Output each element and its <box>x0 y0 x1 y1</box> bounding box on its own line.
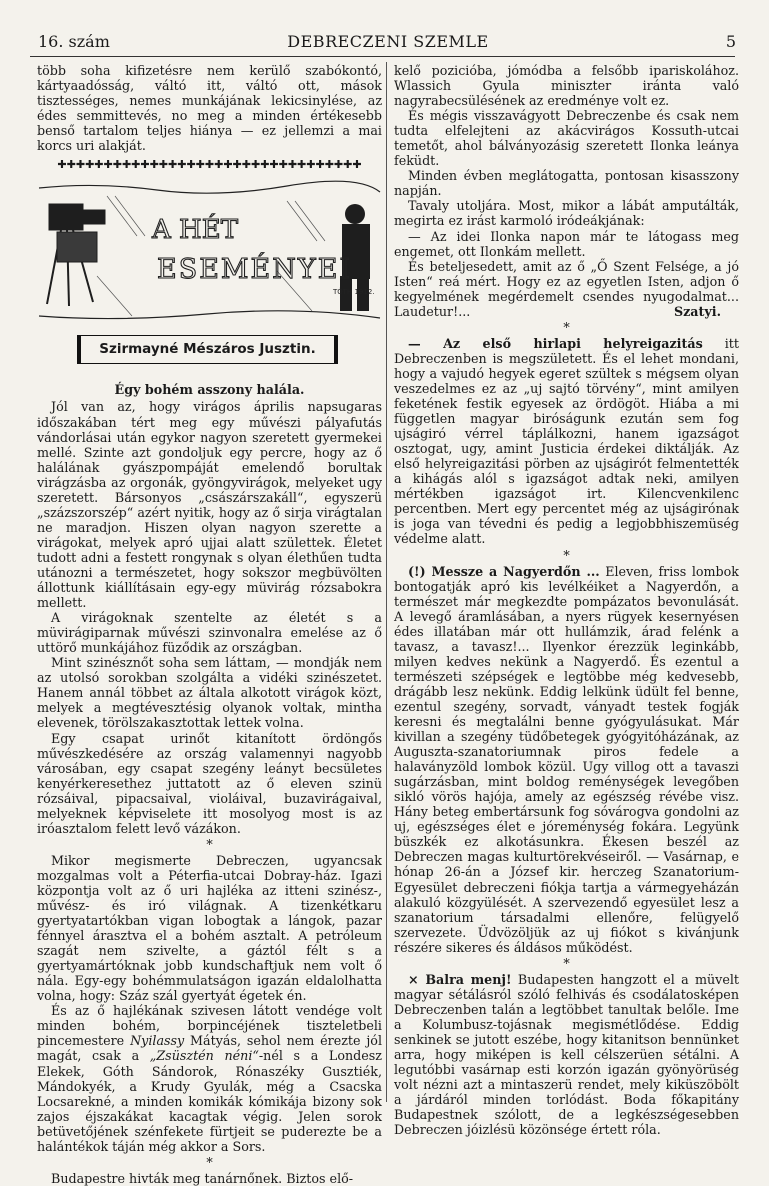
header-rule <box>30 56 735 57</box>
paragraph: × Balra menj! Budapesten hangzott el a müvelt magyar sétálásról szóló felhivás és csodálatosképen Debreczenben talán a legtöbbet tanultak belőle. Ime a Kolumbusz-tojásnak megismétlődése. Eddig senkinek se jutott eszébe, hogy kitanitson bennünket arra, hogy miképen is kell célszerüen sétálni. A legutóbbi vasárnap esti korzón igazán gyönyörüség volt nézni azt a mintaszerü rendet, mely kiküszöbölt a járdáról minden torlódást. Boda főkapitány Budapestnek szólott, de a legkészségesebben Debreczen jóizlésü közönsége értett róla. <box>394 971 739 1138</box>
paragraph: — Az idei Ilonka napon már te látogass meg engemet, ott Ilonkám mellett. <box>394 228 739 259</box>
paragraph: Tavaly utoljára. Most, mikor a lábát amputálták, megirta ez irást karmoló iródeákjának: <box>394 198 739 229</box>
paragraph: És beteljesedett, amit az ő „Ő Szent Felsége, a jó Isten“ reá mért. Hogy ez az egyetlen Isten, adjon ő kegyelmének megérdemelt csendes nyugodalmat... Laudetur!... Szatyi. <box>394 258 739 319</box>
paragraph: — Az első hirlapi helyreigazitás itt Debreczenben is megszületett. És el lehet mondani, hogy a vajudó hegyek egeret szültek s mégsem olyan veszedelmes ez az „uj sajtó törvény“, mint amilyen feketének festik egyesek az ördögöt. Hiába a mi független magyar biróságunk ezután sem fog ujságiró vérrel táplálkozni, hanem igazságot osztogat, ugy, amint Justicia érdekei diktálják. Az első helyreigazitási pörben az ujságirót felmentették a kihágás alól s igazságot adtak neki, amilyen mértékben igazságot irt. Kilencvenkilenc percentben. Mert egy percentet még az ujságirónak is joga van tévedni és pedig a legjobbhiszemüség védelme alatt. <box>394 335 739 547</box>
banner-title-line1: A HÉT <box>152 215 239 246</box>
article-subheading: Égy bohém asszony halála. <box>114 382 305 398</box>
right-column <box>394 63 739 1137</box>
column-divider <box>386 62 387 1102</box>
obituary-name-box: Szirmayné Mészáros Jusztin. <box>77 335 338 364</box>
paragraph: És mégis visszavágyott Debreczenbe és csak nem tudta elfelejteni az akácvirágos Kossuth-utcai temetőt, ahol bálványozásig szeretett Ilonka leánya feküdt. <box>394 108 739 169</box>
banner-title-line2: ESEMÉNYEI <box>157 254 353 286</box>
section-separator: * <box>563 319 570 335</box>
paragraph: Egy csapat urinőt kitanított ördöngős művészkedésére az ország valamennyi nagyobb városában, egy csapat szegény leányt becsületes kenyérkeresethez juttatott az ő eleven szinü rózsáival, pipacsaival, violáival, buzavirágaival, melyeknek képviselete itt mosolyog most is az iróasztalom felett levő vázákon. <box>37 730 382 836</box>
section-separator: * <box>206 1154 213 1170</box>
section-separator: * <box>563 955 570 971</box>
section-separator: * <box>563 547 570 563</box>
banner-signature: TÓTH 1912. <box>333 288 375 297</box>
section-separator: * <box>206 836 213 852</box>
paragraph: Jól van az, hogy virágos április napsugaras időszakában tért meg egy művészi pályafutás vándorlásai után egykor nagyon szeretett gyermekei mellé. Szinte azt gondoljuk egy percre, hogy az ő halálának gyászpompáját emelendő borultak virágzásba az orgonák, gyöngyvirágok, melyeket ugy szeretett. Bársonyos „császárszakáll“, egyszerü „százszorszép“ azért nyitik, hogy az ő sirja virágtalan ne maradjon. Hiszen olyan nagyon szerette a virágokat, melyek apró ujjai alatt születtek. Életet tudott adni a festett rongynak s olyan élethűen tudta utánozni a természetet, hogy sokszor megbüvölten állottunk kiállításain egy-egy müvirág rózsabokra mellett. <box>37 399 382 611</box>
paragraph: Budapestre hivták meg tanárnőnek. Biztos elő- <box>51 1170 354 1186</box>
paragraph: Mikor megismerte Debreczen, ugyancsak mozgalmas volt a Péterfia-utcai Dobray-ház. Igazi központja volt az ő uri hajléka az itteni szinész-, művész- és iró világnak. A tizenkétkaru gyertyatartókban vigan lobogtak a lángok, pazar fénnyel árasztva el a bohém asztalt. A petróleum szagát nem szivelte, a gáztól félt s a gyertyamártóknak jobb kundschaftjuk nem volt ő nála. Egy-egy bohémmulatságon igazán eldalolhatta volna, hogy: Száz szál gyertyát égetek én. <box>37 852 382 1004</box>
paragraph: És az ő hajlékának szivesen látott vendége volt minden bohém, borpincéjének tiszteletbeli pincemestere Nyilassy Mátyás, sehol nem érezte jól magát, csak a „Zsüsztén néni“-nél s a Londesz Elekek, Góth Sándorok, Rónaszéky Gusztiék, Mándokyék, a Krudy Gyulák, még a Csacska Locsarekné, a minden komikák kómikája bizony sok zajos éjszakákat kacagtak végig. Jelen sorok betüvetőjének szénfekete fürtjeit se puderezte be a halántékok táján még akkor a Sors. <box>37 1003 383 1154</box>
left-column <box>37 63 382 1186</box>
page-number: 5 <box>725 32 736 51</box>
author-signature: Szatyi. <box>673 303 721 319</box>
paragraph: (!) Messze a Nagyerdőn ... Eleven, friss lombok bontogatják apró kis levélkéiket a Nagyerdőn, a természet már megkezdte pompázatos bevonulását. A levegő áramlásában, a nyers rügyek kesernyésen édes illatában már ott hullámzik, árad felénk a tavasz, a tavasz!... Ilyenkor érezzük leginkább, milyen kedves nekünk a Nagyerdő. És ezentul a természeti szépségek e legtöbbe még kedvesebb, drágább lesz nekünk. Eddig lelkünk üdült fel benne, ezentul szegény, sorvadt, ványadt testek fogják keresni és megtalálni benne gyógyulásukat. Már kivillan a szegény tüdőbetegek gyógyitóházának, az Auguszta-szanatoriumnak piros fedele a halaványzöld lombok közül. Ugy villog ott a tavaszi sugárzásban, mint boldog reménységek levegőben sikló vörös hajója, amely az egészség révébe visz. Hány beteg embertársunk fog sóvárogva gondolni az uj, egészséges élet e jóreménység fokára. Legyünk büszkék ez alkotásunkra. Ékesen beszél az Debreczen magas kulturtörekvéseiről. — Vasárnap, e hónap 26-án a József kir. herczeg Szanatorium-Egyesület debreczeni fiókja tartja a vármegyeházán alakuló közgyülését. A szervezendő egyesület lesz a szanatorium társadalmi ellenőre, felügyelő szervezete. Üdvözöljük az uj fiókot s kivánjunk részére sikeres és áldásos működést. <box>394 563 739 955</box>
paragraph: több soha kifizetésre nem kerülő szabókontó, kártyaadósság, váltó itt, váltó ott, mások tisztességes, nemes munkájának lekicsinylése, az édes semmittevés, no meg a minden értékesebb benső tartalom teljes hiánya — ez jellemzi a mai korcs uri alakját. <box>37 63 382 154</box>
journal-title: DEBRECZENI SZEMLE <box>287 32 489 51</box>
page-header <box>38 30 738 52</box>
ornament-rule: ✚✚✚✚✚✚✚✚✚✚✚✚✚✚✚✚✚✚✚✚✚✚✚✚✚✚✚✚✚✚✚✚✚ <box>57 158 362 172</box>
paragraph: kelő pozicióba, jómódba a felsőbb ipariskolához. Wlassich Gyula miniszter iránta való nagyrabecsülésének az eredménye volt ez. <box>394 63 739 109</box>
paragraph: Minden évben meglátogatta, pontosan kisasszony napján. <box>394 168 739 199</box>
paragraph: A virágoknak szentelte az életét s a müvirágiparnak művészi szinvonalra emelése az ő uttörő munkájához füződik az országban. <box>37 610 382 656</box>
paragraph: Mint szinésznőt soha sem láttam, — mondják nem az utolsó sorokban szolgálta a vidéki szinészetet. Hanem annál többet az általa alkotott virágok közt, melyek a megtévesztésig olyanok voltak, mintha elevenek, törölszakasztottak lettek volna. <box>37 655 382 731</box>
issue-number: 16. szám <box>38 32 110 51</box>
section-banner-illustration <box>37 176 382 326</box>
